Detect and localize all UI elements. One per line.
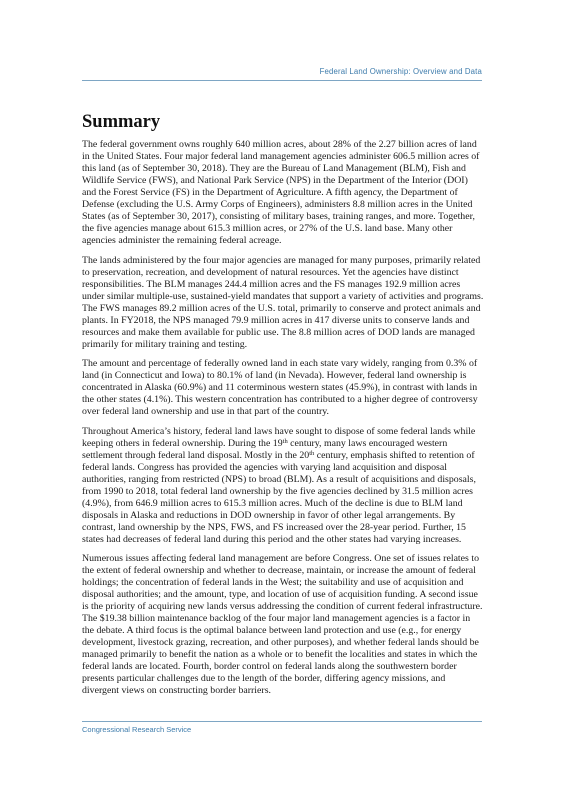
- ordinal-superscript: th: [309, 449, 315, 457]
- paragraph-text: Numerous issues affecting federal land management are before Congress. One set of issues relates to the extent of federal ownership and whether to decrease, maintain, or increase the amount of federal holdings; the concentration of federal lands in the West; the suitability and use of acquisition and disposal authorities; and the amount, type, and location of use of acquisition funding. A second issue is the priority of acquiring new lands versus addressing the condition of current federal infrastructure. The $19.38 billion maintenance backlog of the four major land management agencies is a factor in the debate. A third focus is the optimal balance between land protection and use (e.g., for energy development, livestock grazing, recreation, and other purposes), and whether federal lands should be managed primarily to benefit the nation as a whole or to benefit the localities and states in which the federal lands are located. Fourth, border control on federal lands along the southwestern border presents particular challenges due to the length of the border, differing agency missions, and divergent views on constructing border barriers.: [82, 553, 483, 697]
- body-paragraph-1: [82, 139, 484, 247]
- ordinal-superscript: th: [282, 437, 288, 445]
- footer-label: Congressional Research Service: [82, 725, 192, 734]
- header-divider: [82, 80, 482, 81]
- body-paragraph-3: [82, 358, 484, 418]
- running-header: Federal Land Ownership: Overview and Data: [319, 67, 482, 76]
- footer-divider: [82, 721, 482, 722]
- body-paragraph-4: [82, 426, 484, 546]
- paragraph-text: The lands administered by the four major agencies are managed for many purposes, primarily related to preservation, recreation, and development of natural resources. Yet the agencies have distinct responsibilities. The BLM manages 244.4 million acres and the FS manages 192.9 million acres under similar multiple-use, sustained-yield mandates that support a variety of activities and programs. The FWS manages 89.2 million acres of the U.S. total, primarily to conserve and protect animals and plants. In FY2018, the NPS managed 79.9 million acres in 417 diverse units to conserve lands and resources and make them available for public use. The 8.8 million acres of DOD lands are managed primarily for military training and testing.: [82, 254, 484, 350]
- paragraph-text: century, many laws encouraged western settlement through federal land disposal. Mostly in the 20: [82, 437, 448, 461]
- paragraph-text: century, emphasis shifted to retention of federal lands. Congress has provided the agencies with varying land acquisition and disposal authorities, ranging from restricted (NPS) to broad (BLM). As a result of acquisitions and disposals, from 1990 to 2018, total federal land ownership by the five agencies declined by 31.5 million acres (4.9%), from 646.9 million acres to 615.3 million acres. Much of the decline is due to BLM land disposals in Alaska and reductions in DOD ownership in favor of other legal arrangements. By contrast, land ownership by the NPS, FWS, and FS increased over the 28-year period. Further, 15 states had decreases of federal land during this period and the other states had varying increases.: [82, 449, 476, 545]
- summary-body: [82, 139, 484, 705]
- page-title: Summary: [82, 112, 161, 132]
- paragraph-text: The amount and percentage of federally owned land in each state vary widely, ranging from 0.3% of land (in Connecticut and Iowa) to 80.1% of land (in Nevada). However, federal land ownership is concentrated in Alaska (60.9%) and 11 coterminous western states (45.9%), in contrast with lands in the other states (4.1%). This western concentration has contributed to a higher degree of controversy over federal land ownership and use in that part of the country.: [82, 358, 478, 418]
- paragraph-text: Throughout America’s history, federal land laws have sought to dispose of some federal lands while keeping others in federal ownership. During the 19: [82, 425, 476, 449]
- paragraph-text: The federal government owns roughly 640 million acres, about 28% of the 2.27 billion acres of land in the United States. Four major federal land management agencies administer 606.5 million acres of this land (as of September 30, 2018). They are the Bureau of Land Management (BLM), Fish and Wildlife Service (FWS), and National Park Service (NPS) in the Department of the Interior (DOI) and the Forest Service (FS) in the Department of Agriculture. A fifth agency, the Department of Defense (excluding the U.S. Army Corps of Engineers), administers 8.8 million acres in the United States (as of September 30, 2017), consisting of military bases, training ranges, and more. Together, the five agencies manage about 615.3 million acres, or 27% of the U.S. land base. Many other agencies administer the remaining federal acreage.: [82, 139, 480, 246]
- body-paragraph-5: [82, 553, 484, 697]
- body-paragraph-2: [82, 255, 484, 351]
